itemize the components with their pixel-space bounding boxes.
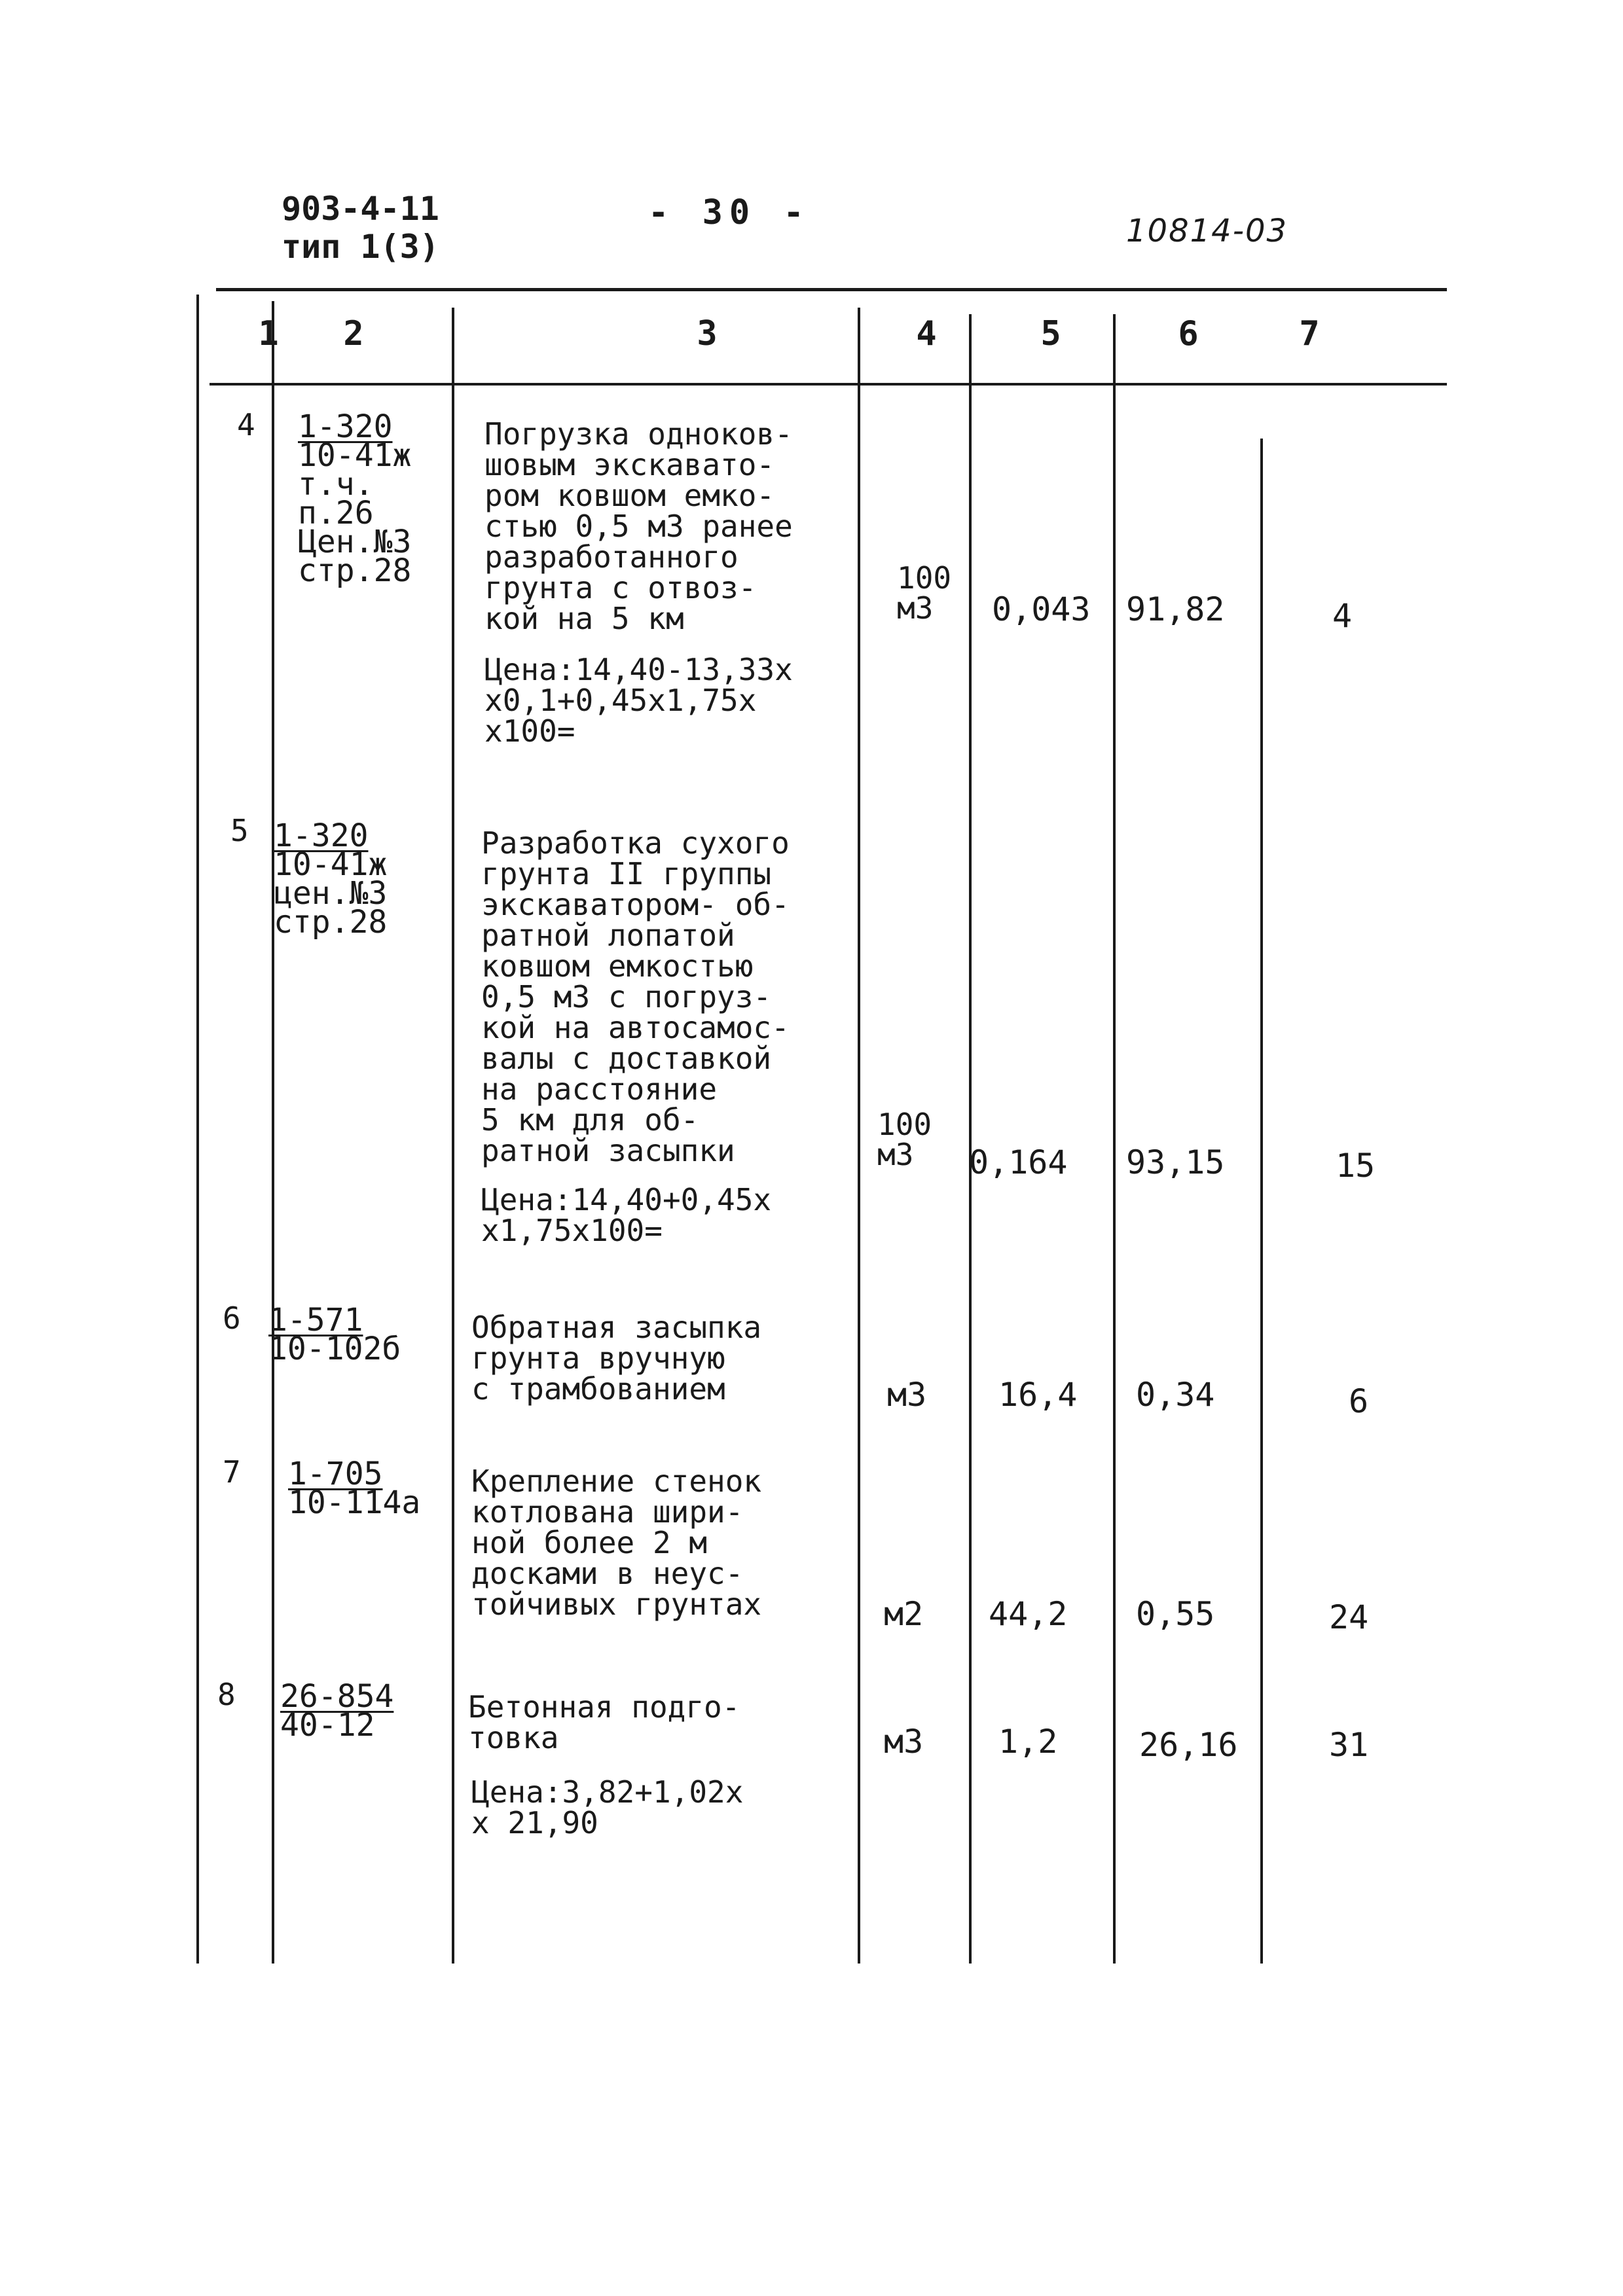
document-code-line1: 903-4-11	[282, 190, 439, 228]
unit-cost: 91,82	[1126, 590, 1225, 628]
total-cost: 6	[1349, 1382, 1369, 1420]
row-number: 7	[223, 1454, 241, 1490]
price-formula: Цена:14,40-13,33х х0,1+0,45х1,75х х100=	[484, 652, 793, 749]
norm-code	[268, 1302, 401, 1367]
table-header-bottom-border	[210, 383, 1447, 386]
column-divider-3-4	[858, 308, 860, 1964]
document-code-line2: тип 1(3)	[282, 228, 439, 266]
column-header-7: 7	[1299, 314, 1320, 353]
quantity: 0,164	[969, 1143, 1068, 1181]
page-number: - 30 -	[648, 193, 811, 232]
column-header-1: 1	[258, 314, 279, 353]
column-header-2: 2	[343, 314, 364, 353]
row-number: 8	[217, 1677, 236, 1712]
column-divider-6-7	[1260, 439, 1263, 1964]
quantity: 44,2	[989, 1595, 1068, 1633]
unit: 100 м3	[897, 560, 952, 626]
unit-cost: 26,16	[1139, 1726, 1238, 1764]
work-description: Бетонная подго- товка	[468, 1689, 740, 1755]
norm-code-text: 1-320	[298, 408, 393, 445]
norm-code-details: 10-102б	[268, 1331, 401, 1367]
work-description: Крепление стенок котлована шири- ной более 2 м досками в неус- тойчивых грунтах	[471, 1463, 762, 1622]
price-formula: Цена:3,82+1,02х х 21,90	[471, 1774, 744, 1840]
column-divider-1-2	[272, 301, 274, 1964]
norm-code-text: 1-705	[288, 1456, 383, 1492]
total-cost: 24	[1329, 1598, 1369, 1636]
total-cost: 31	[1329, 1726, 1369, 1764]
table-top-border	[216, 288, 1447, 291]
quantity: 16,4	[998, 1376, 1078, 1414]
quantity: 0,043	[992, 590, 1091, 628]
row-number: 6	[223, 1300, 241, 1336]
unit: м3	[884, 1723, 924, 1761]
unit: 100 м3	[877, 1107, 932, 1172]
handwritten-doc-number: 10814-03	[1126, 213, 1288, 249]
document-code	[282, 190, 439, 266]
norm-code-text: 1-571	[268, 1302, 363, 1338]
norm-code	[274, 817, 388, 941]
unit-cost: 0,34	[1136, 1376, 1215, 1414]
norm-code-text: 26-854	[280, 1678, 394, 1715]
norm-code	[288, 1456, 421, 1521]
unit-cost: 0,55	[1136, 1595, 1215, 1633]
column-header-6: 6	[1178, 314, 1199, 353]
total-cost: 4	[1332, 597, 1353, 635]
norm-code-text: 1-320	[274, 817, 369, 854]
unit-cost: 93,15	[1126, 1143, 1225, 1181]
total-cost: 15	[1336, 1147, 1376, 1185]
work-description: Погрузка одноков- шовым экскавато- ром ковшом емко- стью 0,5 м3 ранее разработанного грунта с отвоз- кой на 5 км	[484, 416, 793, 636]
norm-code-details: 10-41ж т.ч. п.26 Цен.№3 стр.28	[298, 437, 412, 589]
norm-code-details: 40-12	[280, 1707, 375, 1744]
row-number: 5	[230, 813, 249, 848]
norm-code-details: 10-41ж цен.№3 стр.28	[274, 846, 388, 941]
column-header-4: 4	[916, 314, 937, 353]
column-divider-2-3	[452, 308, 454, 1964]
norm-code	[280, 1678, 394, 1744]
work-description: Разработка сухого грунта II группы экскаватором- об- ратной лопатой ковшом емкостью 0,5 м3 с погруз- кой на автосамос- валы с доставкой на расстояние 5 км для об- ратной засыпки	[481, 825, 790, 1168]
column-divider-4-5	[969, 314, 972, 1964]
work-description: Обратная засыпка грунта вручную с трамбованием	[471, 1310, 762, 1407]
table-left-border	[196, 295, 199, 1964]
price-formula: Цена:14,40+0,45х х1,75х100=	[481, 1182, 772, 1248]
norm-code	[298, 408, 412, 589]
row-number: 4	[237, 407, 255, 442]
unit: м3	[887, 1376, 927, 1414]
column-divider-5-6	[1113, 314, 1116, 1964]
unit: м2	[884, 1595, 924, 1633]
column-header-3: 3	[697, 314, 718, 353]
norm-code-details: 10-114а	[288, 1484, 421, 1521]
column-header-5: 5	[1040, 314, 1061, 353]
quantity: 1,2	[998, 1723, 1058, 1761]
